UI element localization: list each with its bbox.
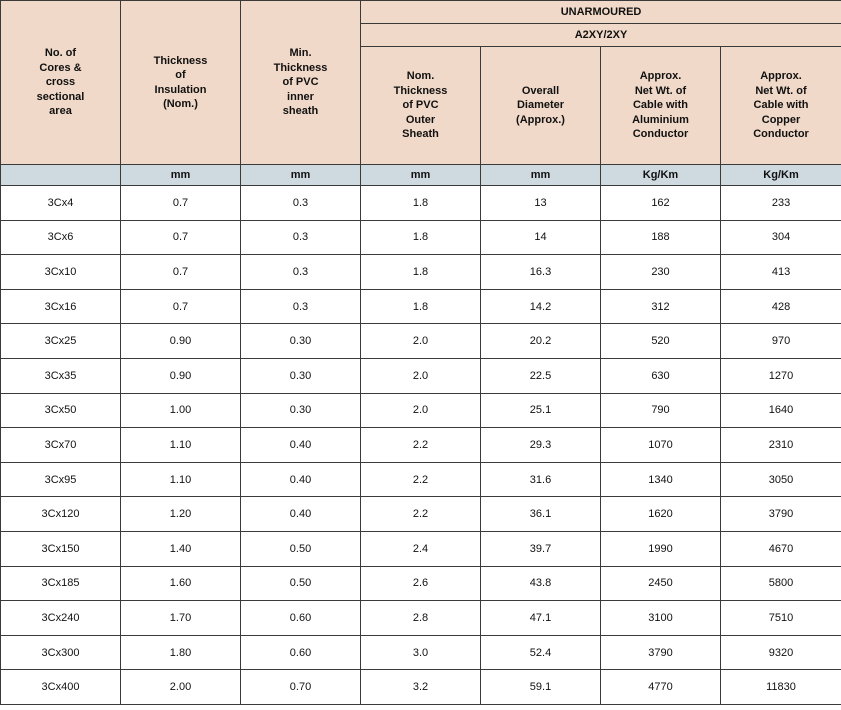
table-cell: 29.3: [481, 428, 601, 463]
table-cell: 1340: [601, 462, 721, 497]
table-cell: 0.30: [241, 358, 361, 393]
table-row: [1, 670, 841, 705]
table-row: [1, 497, 841, 532]
header-unarmoured: UNARMOURED: [361, 1, 841, 24]
table-cell: 1.10: [121, 428, 241, 463]
table-cell: 39.7: [481, 531, 601, 566]
table-cell: 3Cx4: [1, 186, 121, 221]
table-cell: 1.8: [361, 220, 481, 255]
header-insulation-thickness: Thickness of Insulation (Nom.): [121, 1, 241, 165]
table-cell: 1.10: [121, 462, 241, 497]
table-row: [1, 601, 841, 636]
table-cell: 2.2: [361, 497, 481, 532]
table-row: [1, 428, 841, 463]
header-overall-diameter: Overall Diameter (Approx.): [481, 47, 601, 165]
table-cell: 970: [721, 324, 841, 359]
table-cell: 0.90: [121, 324, 241, 359]
table-cell: 3.2: [361, 670, 481, 705]
table-cell: 47.1: [481, 601, 601, 636]
table-cell: 0.90: [121, 358, 241, 393]
table-cell: 3Cx120: [1, 497, 121, 532]
table-row: [1, 393, 841, 428]
table-cell: 1.70: [121, 601, 241, 636]
table-cell: 31.6: [481, 462, 601, 497]
table-cell: 312: [601, 289, 721, 324]
table-cell: 0.3: [241, 255, 361, 290]
table-row: [1, 531, 841, 566]
table-cell: 13: [481, 186, 601, 221]
table-cell: 20.2: [481, 324, 601, 359]
table-cell: 3Cx70: [1, 428, 121, 463]
table-cell: 3100: [601, 601, 721, 636]
table-cell: 25.1: [481, 393, 601, 428]
table-cell: 43.8: [481, 566, 601, 601]
table-cell: 16.3: [481, 255, 601, 290]
table-cell: 0.30: [241, 393, 361, 428]
header-outer-sheath-thickness: Nom. Thickness of PVC Outer Sheath: [361, 47, 481, 165]
table-cell: 3Cx25: [1, 324, 121, 359]
table-row: [1, 289, 841, 324]
table-cell: 2.6: [361, 566, 481, 601]
header-inner-sheath-thickness: Min. Thickness of PVC inner sheath: [241, 1, 361, 165]
table-cell: 0.7: [121, 255, 241, 290]
table-cell: 520: [601, 324, 721, 359]
table-cell: 0.50: [241, 566, 361, 601]
table-cell: 233: [721, 186, 841, 221]
table-cell: 413: [721, 255, 841, 290]
table-cell: 2.0: [361, 358, 481, 393]
table-cell: 230: [601, 255, 721, 290]
table-cell: 4770: [601, 670, 721, 705]
table-row: [1, 462, 841, 497]
table-cell: 3Cx95: [1, 462, 121, 497]
units-row: [1, 165, 841, 186]
table-cell: 188: [601, 220, 721, 255]
table-cell: 3Cx185: [1, 566, 121, 601]
table-cell: 162: [601, 186, 721, 221]
table-cell: 52.4: [481, 635, 601, 670]
table-cell: 3790: [721, 497, 841, 532]
unit-cell: [1, 165, 121, 186]
table-cell: 2.4: [361, 531, 481, 566]
table-cell: 2.2: [361, 462, 481, 497]
table-cell: 0.3: [241, 289, 361, 324]
table-cell: 59.1: [481, 670, 601, 705]
table-cell: 0.7: [121, 289, 241, 324]
table-cell: 3Cx35: [1, 358, 121, 393]
table-cell: 5800: [721, 566, 841, 601]
table-cell: 2.00: [121, 670, 241, 705]
table-cell: 1.00: [121, 393, 241, 428]
table-cell: 0.60: [241, 601, 361, 636]
table-cell: 3Cx240: [1, 601, 121, 636]
table-cell: 428: [721, 289, 841, 324]
table-row: [1, 255, 841, 290]
table-row: [1, 566, 841, 601]
table-cell: 304: [721, 220, 841, 255]
table-cell: 14.2: [481, 289, 601, 324]
table-cell: 36.1: [481, 497, 601, 532]
table-cell: 1.8: [361, 289, 481, 324]
table-cell: 3Cx10: [1, 255, 121, 290]
table-cell: 3.0: [361, 635, 481, 670]
table-cell: 1990: [601, 531, 721, 566]
table-row: [1, 324, 841, 359]
table-cell: 3050: [721, 462, 841, 497]
table-cell: 11830: [721, 670, 841, 705]
table-cell: 0.40: [241, 428, 361, 463]
table-row: [1, 220, 841, 255]
table-cell: 22.5: [481, 358, 601, 393]
unit-cell: mm: [481, 165, 601, 186]
table-cell: 3790: [601, 635, 721, 670]
table-row: [1, 358, 841, 393]
unit-cell: mm: [121, 165, 241, 186]
table-cell: 0.7: [121, 186, 241, 221]
table-cell: 2.0: [361, 393, 481, 428]
header-weight-aluminium: Approx. Net Wt. of Cable with Aluminium Conductor: [601, 47, 721, 165]
table-cell: 1.40: [121, 531, 241, 566]
table-cell: 3Cx50: [1, 393, 121, 428]
unit-cell: mm: [241, 165, 361, 186]
unit-cell: Kg/Km: [721, 165, 841, 186]
table-cell: 1.80: [121, 635, 241, 670]
table-cell: 1.8: [361, 186, 481, 221]
table-cell: 630: [601, 358, 721, 393]
table-cell: 3Cx150: [1, 531, 121, 566]
table-cell: 1070: [601, 428, 721, 463]
table-cell: 0.60: [241, 635, 361, 670]
table-cell: 1.60: [121, 566, 241, 601]
table-row: [1, 186, 841, 221]
table-cell: 2310: [721, 428, 841, 463]
table-cell: 790: [601, 393, 721, 428]
table-cell: 0.7: [121, 220, 241, 255]
table-cell: 1.20: [121, 497, 241, 532]
table-cell: 0.40: [241, 462, 361, 497]
table-cell: 3Cx16: [1, 289, 121, 324]
table-row: [1, 635, 841, 670]
table-cell: 0.3: [241, 220, 361, 255]
table-cell: 9320: [721, 635, 841, 670]
unit-cell: mm: [361, 165, 481, 186]
table-cell: 1640: [721, 393, 841, 428]
header-cores: No. of Cores & cross sectional area: [1, 1, 121, 165]
table-cell: 1270: [721, 358, 841, 393]
table-cell: 3Cx300: [1, 635, 121, 670]
table-cell: 7510: [721, 601, 841, 636]
table-cell: 2.2: [361, 428, 481, 463]
table-cell: 2450: [601, 566, 721, 601]
table-cell: 1.8: [361, 255, 481, 290]
table-cell: 0.70: [241, 670, 361, 705]
table-cell: 0.50: [241, 531, 361, 566]
table-cell: 0.40: [241, 497, 361, 532]
table-cell: 3Cx400: [1, 670, 121, 705]
unit-cell: Kg/Km: [601, 165, 721, 186]
table-cell: 2.0: [361, 324, 481, 359]
table-body: [1, 186, 841, 705]
table-cell: 1620: [601, 497, 721, 532]
table-cell: 4670: [721, 531, 841, 566]
table-cell: 14: [481, 220, 601, 255]
table-cell: 3Cx6: [1, 220, 121, 255]
header-weight-copper: Approx. Net Wt. of Cable with Copper Conductor: [721, 47, 841, 165]
table-cell: 0.3: [241, 186, 361, 221]
table-cell: 0.30: [241, 324, 361, 359]
header-cable-type: A2XY/2XY: [361, 24, 841, 47]
table-cell: 2.8: [361, 601, 481, 636]
